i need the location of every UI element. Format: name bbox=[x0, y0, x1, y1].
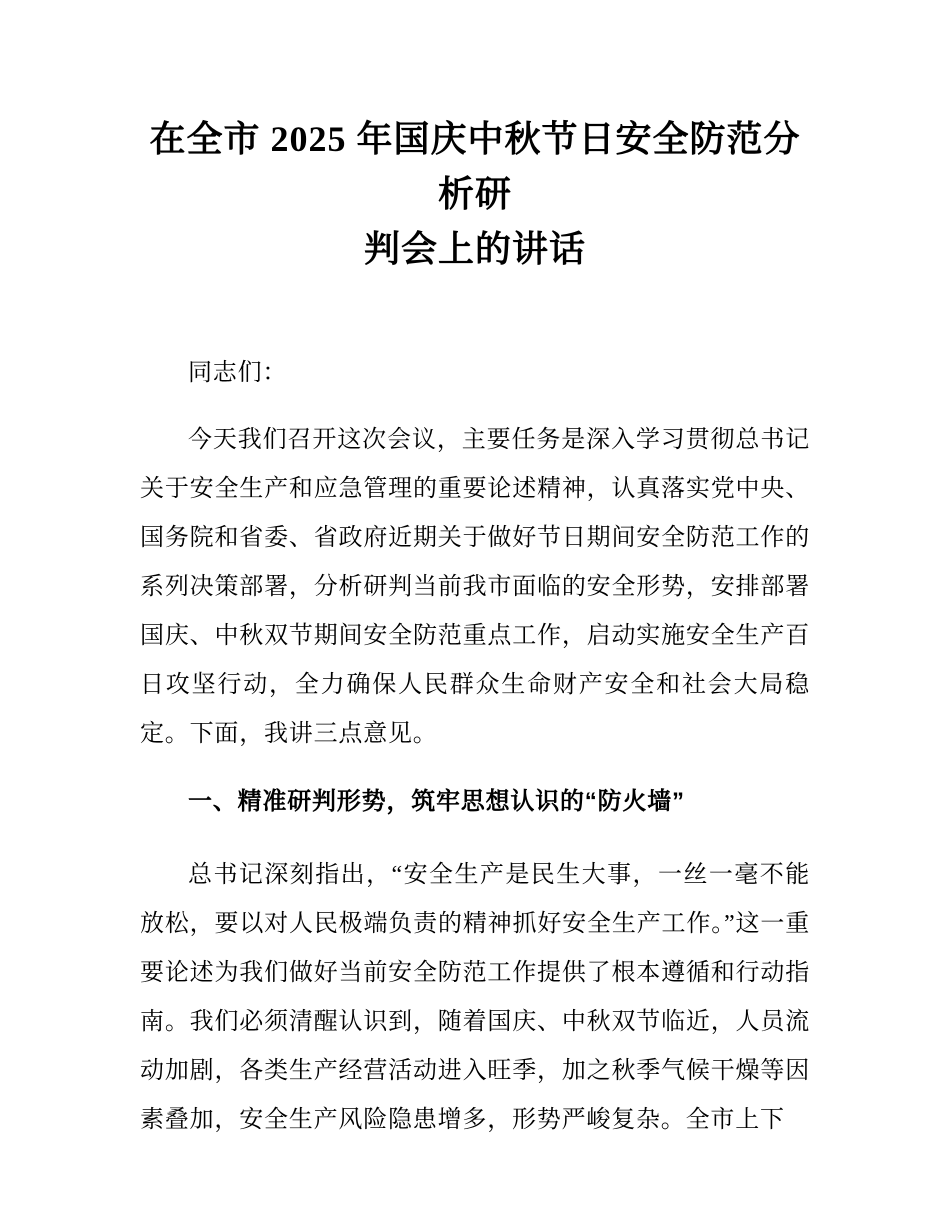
salutation: 同志们： bbox=[188, 360, 288, 386]
document-title-line-1: 在全市 2025 年国庆中秋节日安全防范分析研 bbox=[149, 119, 801, 214]
section-heading: 一、精准研判形势，筑牢思想认识的“防火墙” bbox=[188, 788, 685, 815]
document-title-line-2: 判会上的讲话 bbox=[363, 229, 586, 269]
paragraph: 总书记深刻指出，“安全生产是民生大事，一丝一毫不能放松，要以对人民极端负责的精神抓好安全生产工作。”这一重要论述为我们做好当前安全防范工作提供了根本遵循和行动指南。我们必须清醒认识到，随着国庆、中秋双节临近，人员流动加剧，各类生产经营活动进入旺季，加之秋季气候干燥等因素叠加，安全生产风险隐患增多，形势严峻复杂。全市上下 bbox=[140, 862, 810, 1133]
document-body bbox=[140, 349, 810, 1145]
paragraph: 今天我们召开这次会议，主要任务是深入学习贯彻总书记关于安全生产和应急管理的重要论述精神，认真落实党中央、国务院和省委、省政府近期关于做好节日期间安全防范工作的系列决策部署，分析研判当前我市面临的安全形势，安排部署国庆、中秋双节期间安全防范重点工作，启动实施安全生产百日攻坚行动，全力确保人民群众生命财产安全和社会大局稳定。下面，我讲三点意见。 bbox=[140, 427, 810, 747]
document-title bbox=[140, 112, 810, 277]
